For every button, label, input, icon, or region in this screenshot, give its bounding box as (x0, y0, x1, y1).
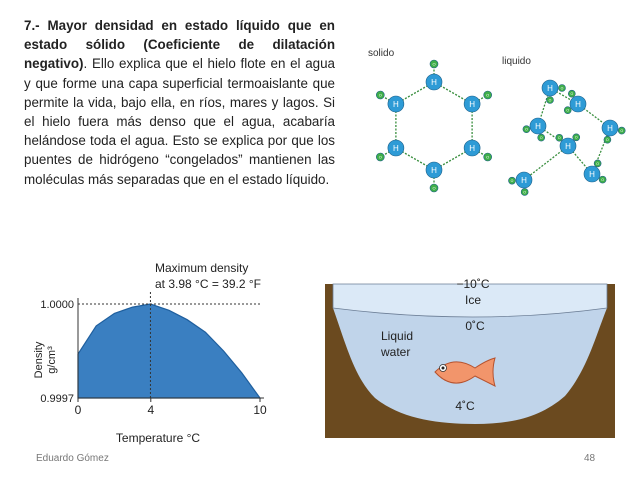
section-heading: 7.- Mayor densidad en estado líquido que en estado sólido (Coeficiente de dilatación negativo) (24, 18, 335, 72)
atom-label: O (548, 98, 552, 103)
atom-label: H (575, 100, 581, 110)
x-tick-label: 0 (74, 403, 82, 417)
atom-label: O (601, 178, 604, 183)
atom-label: H (393, 100, 399, 110)
y-tick-label: 0.9997 (40, 393, 74, 405)
chart-title: Maximum density (155, 261, 249, 275)
atom-label: O (510, 179, 514, 184)
atom-label: H (589, 170, 595, 180)
y-axis-label: Density (33, 341, 45, 379)
chart-plot-area (40, 292, 267, 417)
atom-label: O (378, 92, 382, 98)
page-number: 48 (584, 453, 596, 464)
atom-label: O (560, 86, 564, 91)
y-tick-label: 1.0000 (40, 299, 74, 311)
description-text (24, 16, 335, 189)
hydrogen-bond (524, 146, 568, 180)
atom-label: O (620, 128, 624, 133)
liquid-cluster (509, 80, 626, 195)
density-chart (30, 258, 290, 448)
x-tick-label: 4 (147, 403, 155, 417)
atom-label: O (432, 61, 436, 67)
atom-label: O (574, 135, 578, 140)
water-label-2: water (381, 345, 411, 359)
section-body: . Ello explica que el hielo flote en el agua y que forme una capa superficial termoaislante que permite la vida, bajo ella, en ríos, mares y lagos. Si el hielo fuera más denso que el agua, acabaría helándose toda el agua. Esto se explica por que los puentes de hidrógeno “congelados” mantienen las moléculas más separadas que en el estado líquido. (24, 56, 335, 187)
temp-bottom: 4˚C (455, 399, 475, 413)
atom-label: H (393, 144, 399, 154)
solid-label: solido (368, 48, 395, 59)
liquid-label: liquido (502, 56, 531, 67)
density-area (78, 304, 260, 398)
ice-label: Ice (464, 293, 482, 307)
atom-label: O (570, 92, 574, 97)
y-axis-unit: g/cm³ (46, 346, 58, 374)
atom-label: H (431, 78, 437, 88)
chart-subtitle: at 3.98 °C = 39.2 °F (155, 277, 261, 291)
x-tick-label: 10 (253, 403, 267, 417)
x-axis-label: Temperature °C (115, 431, 201, 445)
atom-label: H (535, 122, 541, 132)
atom-label: O (486, 154, 490, 160)
footer-author: Eduardo Gómez (36, 453, 109, 464)
atom-label: O (557, 136, 561, 141)
atom-label: O (596, 161, 599, 166)
atom-label: O (539, 135, 543, 140)
atom-label: O (486, 92, 490, 98)
atom-label: H (565, 142, 571, 152)
atom-label: O (566, 108, 570, 113)
atom-label: O (606, 138, 609, 143)
frozen-lake-figure (325, 278, 615, 438)
water-molecule-figure (362, 42, 626, 198)
temp-top: −10˚C (456, 278, 490, 291)
atom-label: O (432, 185, 436, 191)
atom-label: O (525, 127, 528, 132)
atom-label: H (431, 166, 437, 176)
atom-label: H (607, 124, 613, 134)
atom-label: H (469, 100, 475, 110)
atom-label: O (523, 190, 527, 195)
atom-label: O (378, 154, 382, 160)
atom-label: H (521, 176, 527, 186)
atom-label: H (547, 84, 553, 94)
water-label-1: Liquid (381, 329, 414, 343)
atom-label: H (469, 144, 475, 154)
ice-lattice (376, 60, 491, 192)
temp-interface: 0˚C (465, 319, 485, 333)
